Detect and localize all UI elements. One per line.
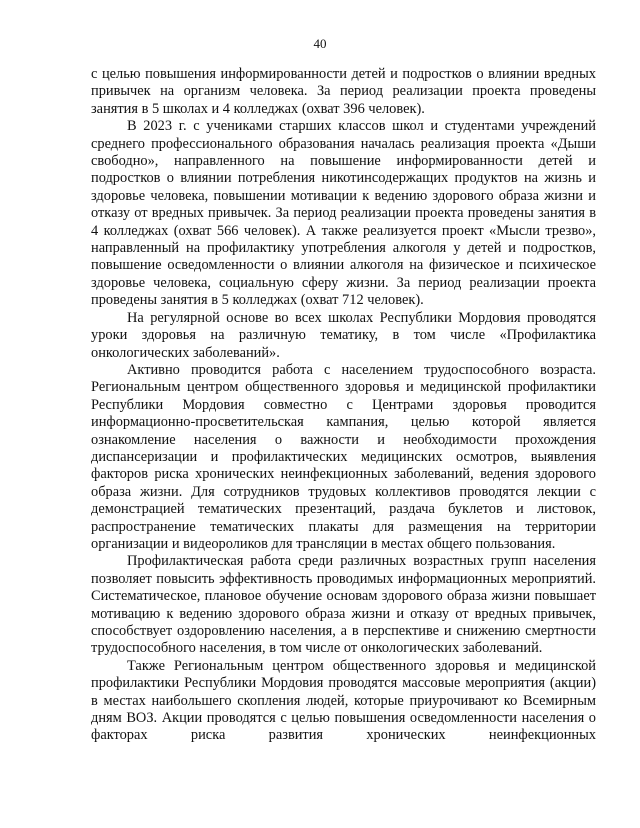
page-number: 40 — [313, 36, 327, 51]
paragraph-working-age: Активно проводится работа с населением трудоспособного возраста. Региональным центром общественного здоровья и медицинской профилактики Республики Мордовия совместно с Центрами здоровья проводится информационно-просветительская кампания, целью которой является ознакомление населения о важности и необходимости прохождения диспансеризации и профилактических медицинских осмотров, выявления факторов риска хронических неинфекционных заболеваний, ведения здорового образа жизни. Для сотрудников трудовых коллективов проводятся лекции с демонстрацией тематических презентаций, раздача буклетов и листовок, распространение тематических плакаты для размещения на территории организации и видеороликов для трансляции в местах общего пользования. — [91, 361, 596, 552]
paragraph-continuation: с целью повышения информированности детей и подростков о влиянии вредных привычек на организм человека. За период реализации проекта проведены занятия в 5 школах и 4 колледжах (охват 396 человек). — [91, 66, 596, 117]
body-text — [91, 66, 596, 745]
paragraph-projects-2023: В 2023 г. с учениками старших классов школ и студентами учреждений среднего профессионального образования началась реализация проекта «Дыши свободно», направленного на повышение информированности детей и подростков о влиянии потребления никотинсодержащих продуктов на жизнь и здоровье человека, повышении мотивации к ведению здорового образа жизни и отказу от вредных привычек. За период реализации проекта проведены занятия в 4 колледжах (охват 566 человек). А также реализуется проект «Мысли трезво», направленный на профилактику употребления алкоголя у детей и подростков, повышение осведомленности о влиянии алкоголя на физическое и психическое здоровье человека, социальную сферу жизни. За период реализации проекта проведены занятия в 5 колледжах (охват 712 человек). — [91, 118, 596, 309]
paragraph-prevention-work: Профилактическая работа среди различных возрастных групп населения позволяет повысить эффективность проводимых информационных мероприятий. Систематическое, плановое обучение основам здорового образа жизни повышает мотивацию к ведению здорового образа жизни и отказу от вредных привычек, способствует оздоровлению населения, а в перспективе и снижению смертности трудоспособного населения, в том числе от онкологических заболеваний. — [91, 553, 596, 657]
paragraph-health-lessons: На регулярной основе во всех школах Республики Мордовия проводятся уроки здоровья на различную тематику, в том числе «Профилактика онкологических заболеваний». — [91, 309, 596, 361]
paragraph-mass-events: Также Региональным центром общественного здоровья и медицинской профилактики Республики Мордовия проводятся массовые мероприятия (акции) в местах наибольшего скопления людей, которые приурочивают ко Всемирным дням ВОЗ. Акции проводятся с целью повышения осведомленности населения о факторах риска развития хронических неинфекционных — [91, 657, 596, 744]
